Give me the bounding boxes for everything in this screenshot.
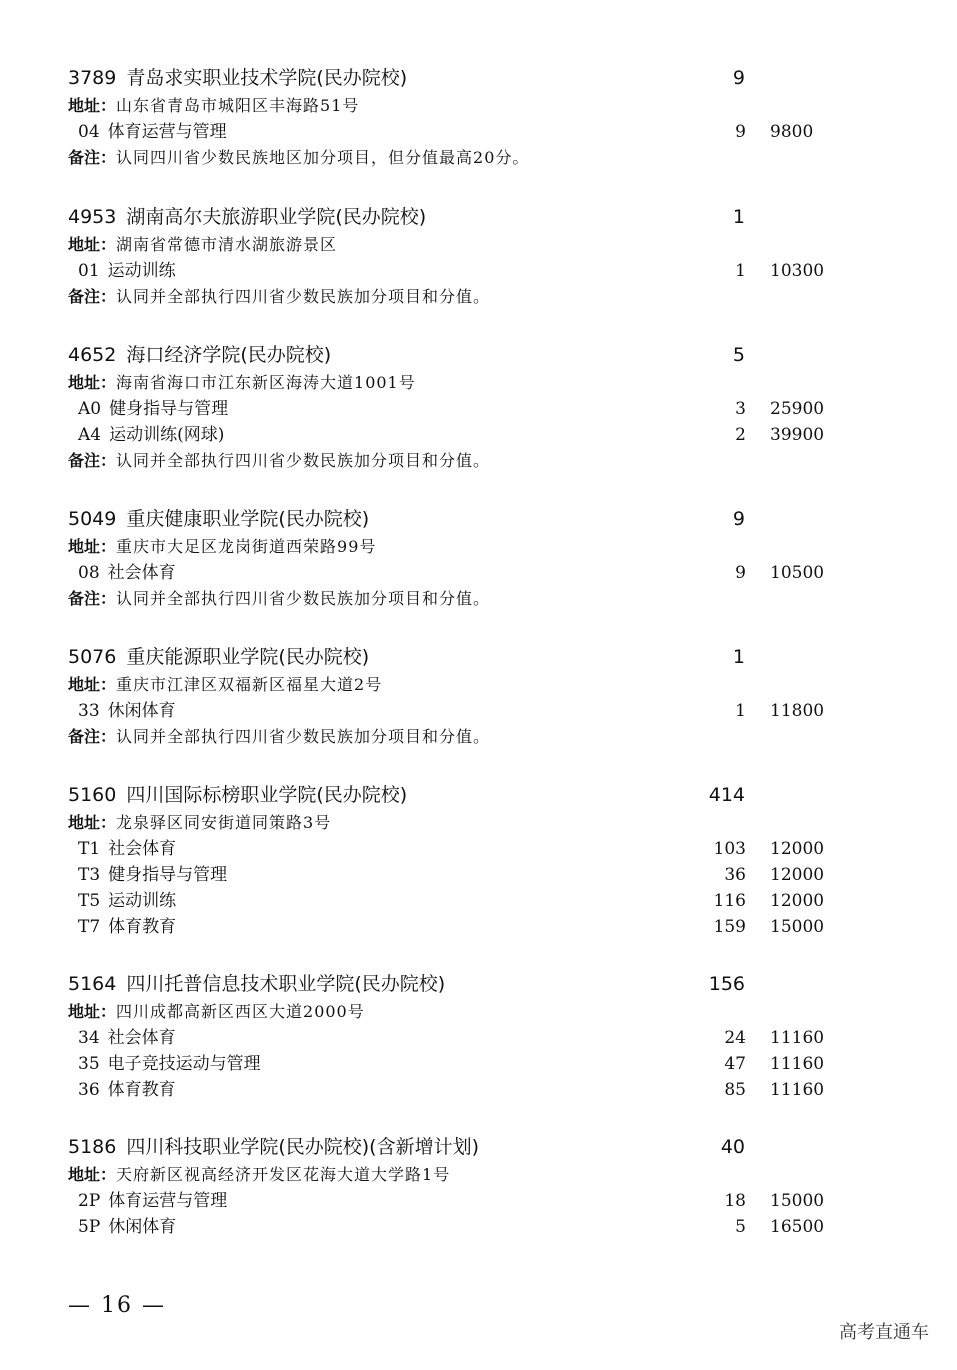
major-name: 社会体育 — [107, 563, 176, 583]
major-tuition: 9800 — [770, 122, 814, 142]
note-text: 认同并全部执行四川省少数民族加分项目和分值。 — [116, 287, 491, 306]
major-quota: 47 — [724, 1054, 746, 1074]
school-note — [68, 284, 848, 310]
major-quota: 103 — [713, 839, 746, 859]
school-title — [68, 1136, 479, 1158]
major-row — [68, 396, 848, 422]
school-entry — [68, 643, 848, 750]
major-name: 电子竞技运动与管理 — [107, 1054, 261, 1074]
address-label: 地址： — [68, 235, 117, 254]
school-header — [68, 970, 848, 998]
school-header — [68, 505, 848, 533]
school-name: 重庆能源职业学院(民办院校) — [126, 646, 370, 668]
major-code: A4 — [78, 425, 102, 445]
note-text: 认同并全部执行四川省少数民族加分项目和分值。 — [116, 727, 491, 746]
major-name: 运动训练 — [107, 261, 176, 281]
school-header — [68, 643, 848, 671]
note-label: 备注： — [68, 148, 117, 167]
major-row — [68, 888, 848, 914]
major-tuition: 12000 — [770, 891, 825, 911]
major-quota: 2 — [735, 425, 746, 445]
address-text: 重庆市大足区龙岗街道西荣路99号 — [116, 537, 377, 556]
major-quota: 9 — [735, 563, 746, 583]
major-code: T3 — [78, 865, 101, 885]
major-name: 体育教育 — [108, 917, 177, 937]
school-code: 5164 — [68, 973, 117, 995]
note-text: 认同并全部执行四川省少数民族加分项目和分值。 — [116, 589, 491, 608]
address-text: 天府新区视高经济开发区花海大道大学路1号 — [116, 1165, 451, 1184]
school-total-quota: 40 — [720, 1136, 745, 1158]
note-text: 认同四川省少数民族地区加分项目，但分值最高20分。 — [116, 148, 530, 167]
major-name: 运动训练(网球) — [109, 425, 225, 445]
major-code: A0 — [78, 399, 102, 419]
major-name: 运动训练 — [108, 891, 177, 911]
major-row — [68, 1077, 848, 1103]
school-code: 5049 — [68, 508, 117, 530]
school-title — [68, 784, 407, 806]
major-quota: 1 — [735, 261, 746, 281]
school-code: 3789 — [68, 67, 117, 89]
school-title — [68, 344, 331, 366]
school-code: 5160 — [68, 784, 117, 806]
school-note — [68, 586, 848, 612]
major-row — [68, 1214, 848, 1240]
page-number: — 16 — — [68, 1293, 166, 1318]
major-name: 体育教育 — [107, 1080, 176, 1100]
major-row — [68, 836, 848, 862]
address-text: 山东省青岛市城阳区丰海路51号 — [116, 96, 360, 115]
major-code: 36 — [78, 1080, 100, 1100]
school-address — [68, 1162, 848, 1188]
address-label: 地址： — [68, 813, 117, 832]
note-label: 备注： — [68, 589, 117, 608]
school-header — [68, 1133, 848, 1161]
school-header — [68, 341, 848, 369]
school-total-quota: 1 — [732, 206, 745, 228]
major-name: 休闲体育 — [108, 1217, 177, 1237]
major-code: 2P — [78, 1191, 101, 1211]
school-address — [68, 534, 848, 560]
address-label: 地址： — [68, 373, 117, 392]
major-row — [68, 862, 848, 888]
major-code: 5P — [78, 1217, 101, 1237]
school-entry — [68, 970, 848, 1103]
school-header — [68, 781, 848, 809]
school-total-quota: 156 — [708, 973, 745, 995]
school-name: 青岛求实职业技术学院(民办院校) — [126, 67, 408, 89]
major-row — [68, 560, 848, 586]
major-row — [68, 1051, 848, 1077]
major-quota: 9 — [735, 122, 746, 142]
school-address — [68, 999, 848, 1025]
major-name: 社会体育 — [107, 1028, 176, 1048]
major-quota: 1 — [735, 701, 746, 721]
address-text: 龙泉驿区同安街道同策路3号 — [116, 813, 332, 832]
address-label: 地址： — [68, 1165, 117, 1184]
school-name: 四川科技职业学院(民办院校)(含新增计划) — [126, 1136, 480, 1158]
major-name: 健身指导与管理 — [108, 865, 228, 885]
major-name: 健身指导与管理 — [109, 399, 229, 419]
school-code: 4953 — [68, 206, 117, 228]
school-entry — [68, 203, 848, 310]
school-name: 湖南高尔夫旅游职业学院(民办院校) — [126, 206, 427, 228]
school-title — [68, 646, 369, 668]
major-quota: 24 — [724, 1028, 746, 1048]
address-text: 重庆市江津区双福新区福星大道2号 — [116, 675, 383, 694]
school-total-quota: 414 — [708, 784, 745, 806]
school-address — [68, 810, 848, 836]
major-row — [68, 698, 848, 724]
major-tuition: 25900 — [770, 399, 825, 419]
school-note — [68, 724, 848, 750]
major-quota: 3 — [735, 399, 746, 419]
major-tuition: 11160 — [770, 1080, 825, 1100]
major-code: 08 — [78, 563, 100, 583]
school-code: 4652 — [68, 344, 117, 366]
school-title — [68, 508, 369, 530]
major-tuition: 12000 — [770, 865, 825, 885]
major-code: T1 — [78, 839, 101, 859]
major-code: 01 — [78, 261, 100, 281]
note-text: 认同并全部执行四川省少数民族加分项目和分值。 — [116, 451, 491, 470]
school-address — [68, 232, 848, 258]
school-header — [68, 64, 848, 92]
note-label: 备注： — [68, 287, 117, 306]
major-row — [68, 422, 848, 448]
watermark: 高考直通车 — [839, 1322, 929, 1343]
major-tuition: 15000 — [770, 1191, 825, 1211]
major-tuition: 15000 — [770, 917, 825, 937]
school-total-quota: 5 — [732, 344, 745, 366]
major-name: 体育运营与管理 — [108, 1191, 228, 1211]
school-address — [68, 93, 848, 119]
major-quota: 36 — [724, 865, 746, 885]
school-header — [68, 203, 848, 231]
school-name: 四川托普信息技术职业学院(民办院校) — [126, 973, 446, 995]
school-note — [68, 448, 848, 474]
major-name: 社会体育 — [108, 839, 177, 859]
major-code: T7 — [78, 917, 101, 937]
note-label: 备注： — [68, 451, 117, 470]
major-code: 04 — [78, 122, 100, 142]
major-quota: 159 — [713, 917, 746, 937]
school-title — [68, 206, 426, 228]
major-row — [68, 119, 848, 145]
address-label: 地址： — [68, 96, 117, 115]
major-code: T5 — [78, 891, 101, 911]
address-label: 地址： — [68, 675, 117, 694]
school-entry — [68, 1133, 848, 1240]
address-label: 地址： — [68, 537, 117, 556]
major-tuition: 39900 — [770, 425, 825, 445]
major-tuition: 16500 — [770, 1217, 825, 1237]
school-note — [68, 145, 848, 171]
school-entry — [68, 64, 848, 171]
school-code: 5076 — [68, 646, 117, 668]
school-name: 重庆健康职业学院(民办院校) — [126, 508, 370, 530]
major-code: 34 — [78, 1028, 100, 1048]
major-row — [68, 1188, 848, 1214]
major-tuition: 11160 — [770, 1054, 825, 1074]
major-row — [68, 258, 848, 284]
school-name: 海口经济学院(民办院校) — [126, 344, 332, 366]
major-name: 休闲体育 — [107, 701, 176, 721]
major-name: 体育运营与管理 — [107, 122, 227, 142]
school-entry — [68, 341, 848, 474]
school-title — [68, 67, 407, 89]
major-quota: 18 — [724, 1191, 746, 1211]
school-total-quota: 9 — [732, 67, 745, 89]
school-total-quota: 9 — [732, 508, 745, 530]
note-label: 备注： — [68, 727, 117, 746]
school-entry — [68, 781, 848, 940]
major-quota: 5 — [735, 1217, 746, 1237]
major-row — [68, 914, 848, 940]
address-label: 地址： — [68, 1002, 117, 1021]
school-name: 四川国际标榜职业学院(民办院校) — [126, 784, 408, 806]
school-address — [68, 370, 848, 396]
major-tuition: 10300 — [770, 261, 825, 281]
major-row — [68, 1025, 848, 1051]
major-tuition: 10500 — [770, 563, 825, 583]
school-title — [68, 973, 445, 995]
major-quota: 85 — [724, 1080, 746, 1100]
major-tuition: 11160 — [770, 1028, 825, 1048]
address-text: 海南省海口市江东新区海涛大道1001号 — [116, 373, 416, 392]
major-tuition: 12000 — [770, 839, 825, 859]
major-code: 35 — [78, 1054, 100, 1074]
major-tuition: 11800 — [770, 701, 825, 721]
major-quota: 116 — [713, 891, 746, 911]
major-code: 33 — [78, 701, 100, 721]
address-text: 湖南省常德市清水湖旅游景区 — [116, 235, 338, 254]
school-total-quota: 1 — [732, 646, 745, 668]
school-code: 5186 — [68, 1136, 117, 1158]
school-entry — [68, 505, 848, 612]
address-text: 四川成都高新区西区大道2000号 — [116, 1002, 365, 1021]
school-address — [68, 672, 848, 698]
